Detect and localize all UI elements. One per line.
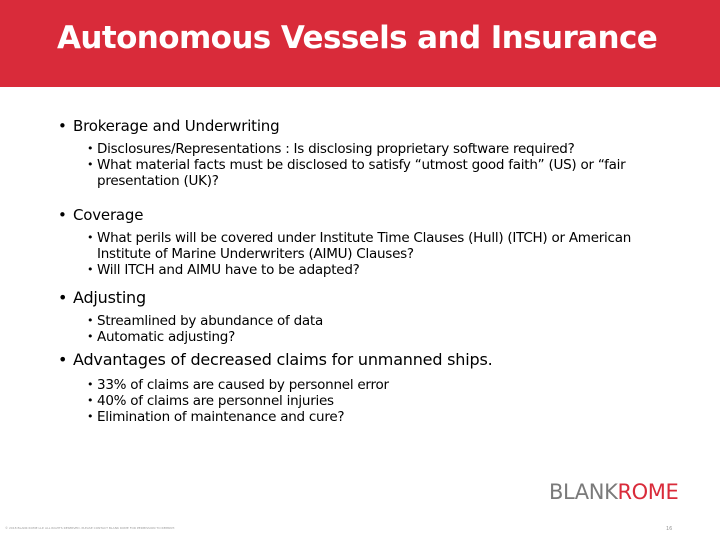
bullet: • [87, 263, 94, 276]
item-text: Streamlined by abundance of data [97, 313, 324, 329]
heading-text: Brokerage and Underwriting [73, 117, 280, 135]
bullet: • [58, 288, 68, 307]
section-advantages [58, 350, 678, 425]
bullet: • [58, 117, 67, 135]
section-heading [58, 205, 678, 225]
section-coverage [58, 205, 678, 288]
list-item [87, 262, 687, 278]
slide-content [58, 116, 678, 425]
section-brokerage [58, 116, 678, 205]
sub-list [87, 377, 678, 425]
company-logo [549, 480, 678, 504]
list-item [87, 141, 687, 157]
bullet: • [58, 206, 67, 224]
section-heading [58, 288, 678, 308]
logo-part-rome: ROME [617, 480, 679, 504]
list-item [87, 157, 657, 189]
slide-title: Autonomous Vessels and Insurance [57, 20, 658, 56]
item-text: 40% of claims are personnel injuries [97, 393, 334, 409]
list-item [87, 409, 687, 425]
item-text: What perils will be covered under Institute Time Clauses (Hull) (ITCH) or American Institute of Marine Underwriters (AIMU) Clauses? [97, 230, 632, 262]
section-heading [58, 116, 678, 136]
item-text: 33% of claims are caused by personnel error [97, 377, 389, 393]
section-heading [58, 350, 678, 370]
bullet: • [87, 231, 94, 244]
list-item [87, 329, 687, 345]
list-item [87, 393, 687, 409]
heading-text: Adjusting [73, 288, 146, 307]
item-text: Automatic adjusting? [97, 329, 236, 345]
list-item [87, 230, 667, 262]
bullet: • [58, 350, 68, 369]
sub-list [87, 230, 678, 278]
page-number: 16 [666, 526, 673, 532]
heading-text: Coverage [73, 206, 144, 224]
item-text: Elimination of maintenance and cure? [97, 409, 345, 425]
item-text: Will ITCH and AIMU have to be adapted? [97, 262, 360, 278]
bullet: • [87, 330, 94, 343]
section-adjusting [58, 288, 678, 350]
bullet: • [87, 158, 94, 171]
bullet: • [87, 142, 94, 155]
heading-text: Advantages of decreased claims for unmanned ships. [73, 350, 493, 369]
bullet: • [87, 378, 94, 391]
item-text: What material facts must be disclosed to satisfy “utmost good faith” (US) or “fair presentation (UK)? [97, 157, 626, 189]
sub-list [87, 313, 678, 345]
sub-list [87, 141, 678, 189]
bullet: • [87, 410, 94, 423]
bullet: • [87, 394, 94, 407]
list-item [87, 377, 687, 393]
item-text: Disclosures/Representations : Is disclosing proprietary software required? [97, 141, 575, 157]
bullet: • [87, 314, 94, 327]
logo-part-blank: BLANK [549, 480, 618, 504]
footer-copyright: © 2018 BLANK ROME LLP. ALL RIGHTS RESERVED. PLEASE CONTACT BLANK ROME FOR PERMISSION TO REPRINT. [5, 526, 175, 530]
title-bar [0, 0, 720, 87]
list-item [87, 313, 687, 329]
